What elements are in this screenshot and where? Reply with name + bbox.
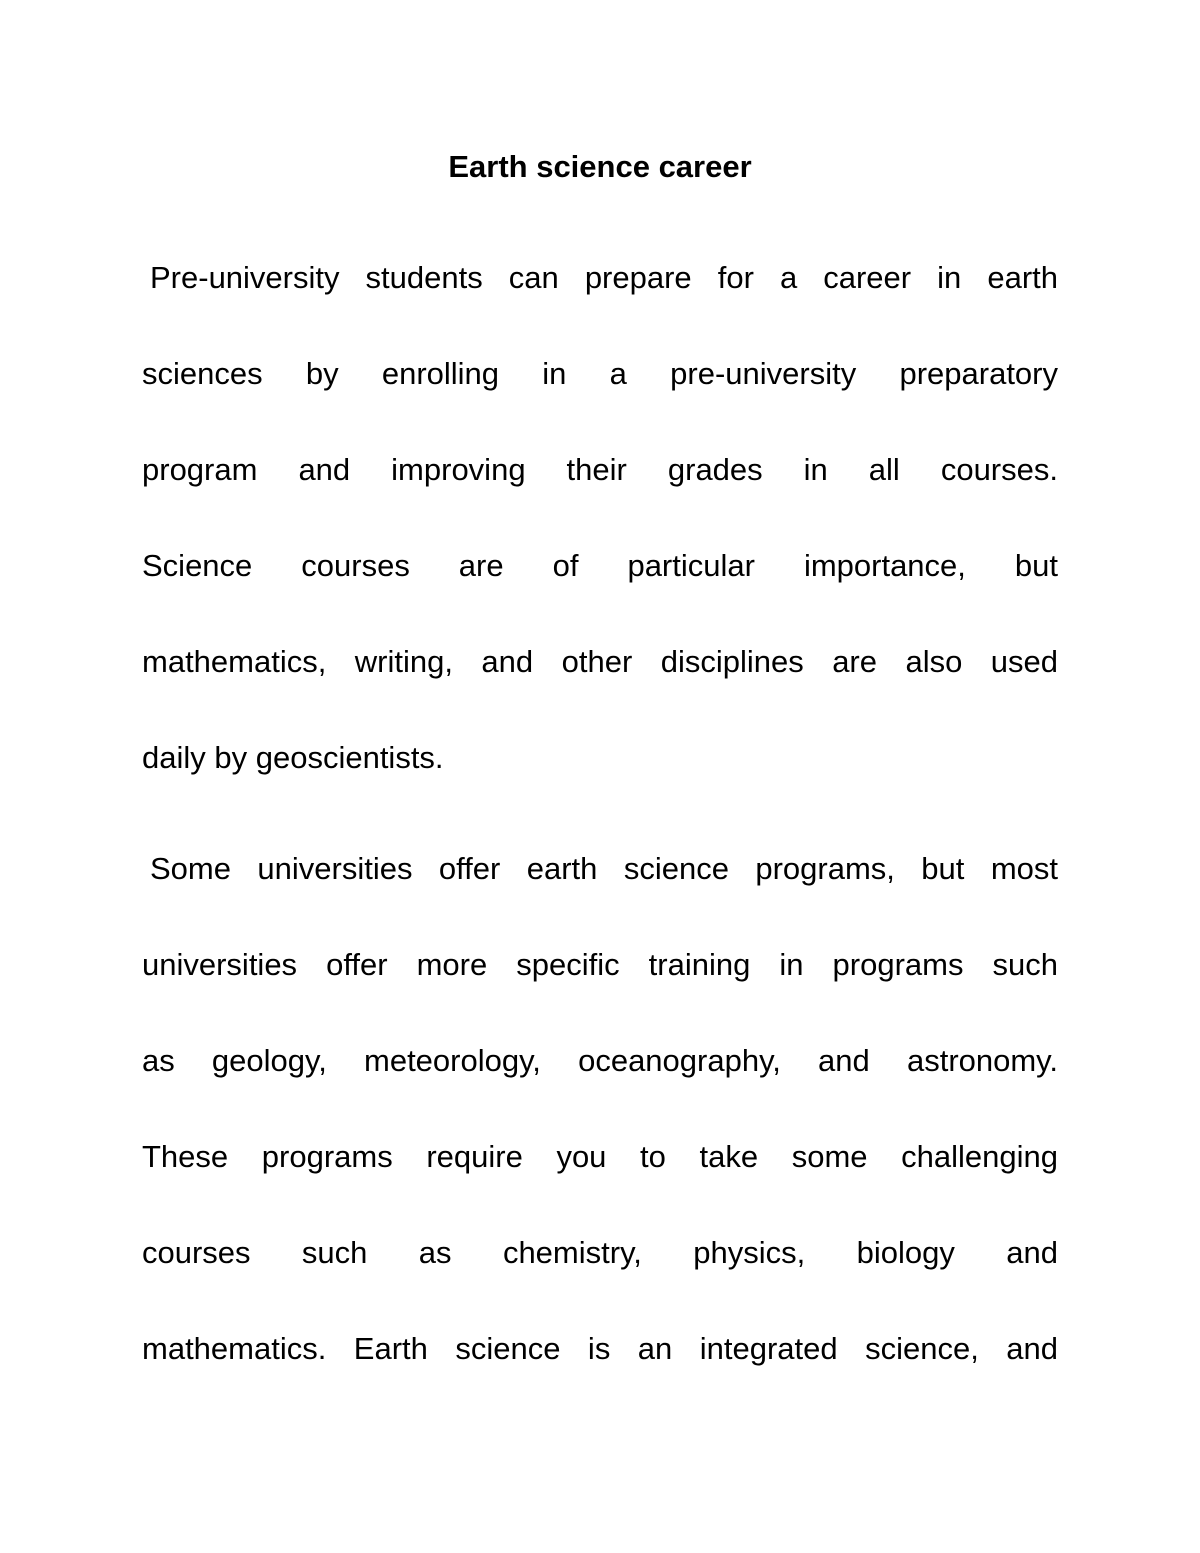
- paragraph-line: as geology, meteorology, oceanography, and astronomy.: [142, 1043, 1058, 1078]
- paragraph-1: [142, 230, 1058, 806]
- paragraph-line: universities offer more specific training in programs such: [142, 947, 1058, 982]
- paragraph-line: mathematics, writing, and other disciplines are also used: [142, 644, 1058, 679]
- paragraph-line: daily by geoscientists.: [142, 740, 444, 775]
- paragraph-line: Some universities offer earth science programs, but most: [150, 851, 1058, 886]
- paragraph-line: These programs require you to take some challenging: [142, 1139, 1058, 1174]
- paragraph-line: Pre-university students can prepare for a career in earth: [150, 260, 1058, 295]
- paragraph-line: mathematics. Earth science is an integrated science, and: [142, 1331, 1058, 1366]
- paragraph-line: program and improving their grades in all courses.: [142, 452, 1058, 487]
- document-title: Earth science career: [448, 149, 752, 184]
- paragraph-line: sciences by enrolling in a pre-university preparatory: [142, 356, 1058, 391]
- paragraph-line: courses such as chemistry, physics, biology and: [142, 1235, 1058, 1270]
- paragraph-line: Science courses are of particular importance, but: [142, 548, 1058, 583]
- paragraph-2: [142, 821, 1058, 1397]
